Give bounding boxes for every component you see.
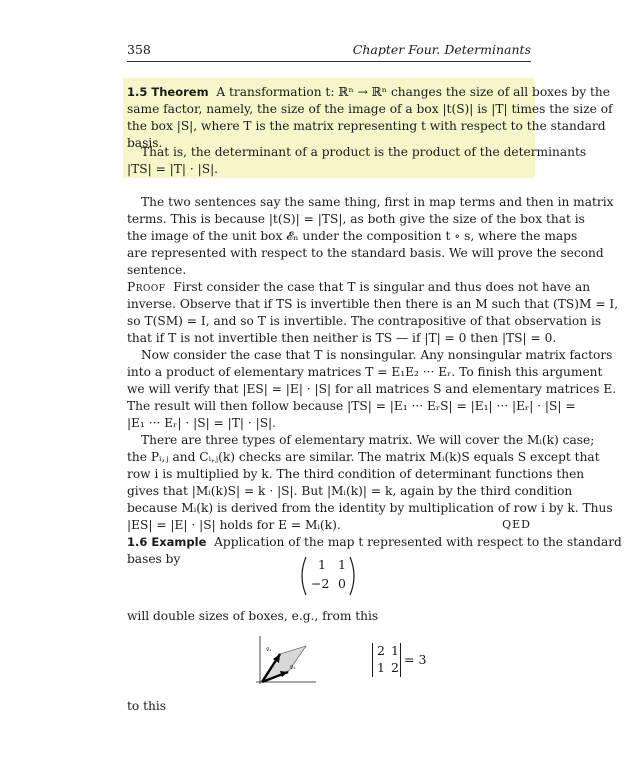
proof-line-1: Proof First consider the case that T is singular and thus does not have an — [127, 280, 591, 294]
para1-line-3: the image of the unit box 𝓔ₙ under the composition t ∘ s, where the maps — [127, 229, 578, 243]
para1-line-1: The two sentences say the same thing, first in map terms and then in matrix — [141, 195, 614, 209]
matrix-cell-11: 1 — [318, 557, 326, 572]
determinant — [372, 643, 432, 677]
theorem-line-3: the box |S|, where T is the matrix representing t with respect to the standard — [127, 119, 606, 133]
proof-line-3: so T(SM) = I, and so T is invertible. The contrapositive of that observation is — [127, 314, 602, 328]
box-figure — [252, 636, 318, 688]
det-cell-11: 2 — [377, 643, 385, 658]
matrix-cell-21: −2 — [311, 576, 330, 591]
proof-line-12: row i is multiplied by k. The third condition of determinant functions then — [127, 467, 585, 481]
det-result: = 3 — [404, 652, 427, 667]
det-cell-21: 1 — [377, 660, 385, 675]
proof-line-14: because Mᵢ(k) is derived from the identity by multiplication of row i by k. Thus — [127, 501, 613, 515]
para1-line-5: sentence. — [127, 263, 187, 277]
proof-line-5: Now consider the case that T is nonsingular. Any nonsingular matrix factors — [141, 348, 613, 362]
example-closing: to this — [127, 699, 167, 713]
qed-mark: QED — [502, 518, 531, 531]
proof-line-6: into a product of elementary matrices T = E₁E₂ ··· Eᵣ. To finish this argument — [127, 365, 603, 379]
example-line-1: 1.6 Example Application of the map t represented with respect to the standard — [127, 535, 622, 549]
example-line-2: bases by — [127, 552, 181, 566]
para1-line-4: are represented with respect to the standard basis. We will prove the second — [127, 246, 604, 260]
det-left-bar — [372, 643, 373, 677]
det-right-bar — [400, 643, 401, 677]
label-v2: v⃗₂ — [290, 665, 296, 671]
theorem-line-2: same factor, namely, the size of the image of a box |t(S)| is |T| times the size of — [127, 102, 613, 116]
det-cell-12: 1 — [391, 643, 399, 658]
chapter-title: Chapter Four. Determinants — [352, 42, 531, 57]
theorem-line-6: |TS| = |T| · |S|. — [127, 162, 219, 176]
theorem-label: 1.5 Theorem — [127, 85, 209, 99]
proof-line-9: |E₁ ··· Eᵣ| · |S| = |T| · |S|. — [127, 416, 277, 430]
header-rule — [127, 61, 531, 62]
transformation-matrix — [298, 555, 358, 597]
proof-line-4: that if T is not invertible then neither is TS — if |T| = 0 then |TS| = 0. — [127, 331, 557, 345]
proof-line-8: The result will then follow because |TS| = |E₁ ··· EᵣS| = |E₁| ··· |Eᵣ| · |S| = — [127, 399, 576, 413]
proof-line-2: inverse. Observe that if TS is invertible then there is an M such that (TS)M = I, — [127, 297, 619, 311]
label-v1: v⃗₁ — [266, 647, 272, 653]
matrix-cell-12: 1 — [338, 557, 346, 572]
proof-line-13: gives that |Mᵢ(k)S| = k · |S|. But |Mᵢ(k)| = k, again by the third condition — [127, 484, 573, 498]
proof-line-10: There are three types of elementary matrix. We will cover the Mᵢ(k) case; — [141, 433, 595, 447]
proof-line-7: we will verify that |ES| = |E| · |S| for all matrices S and elementary matrices E. — [127, 382, 617, 396]
page-number: 358 — [127, 42, 151, 57]
proof-line-11: the Pᵢ,ⱼ and Cᵢ,ⱼ(k) checks are similar. The matrix Mᵢ(k)S equals S except that — [127, 450, 600, 464]
proof-line-15: |ES| = |E| · |S| holds for E = Mᵢ(k). — [127, 518, 341, 532]
example-label: 1.6 Example — [127, 535, 207, 549]
theorem-line-4: basis. — [127, 136, 163, 150]
vector-v2-arrowhead — [280, 671, 288, 677]
proof-label: Proof — [127, 280, 166, 294]
matrix-cell-22: 0 — [338, 576, 346, 591]
det-cell-22: 2 — [391, 660, 399, 675]
example-after-matrix: will double sizes of boxes, e.g., from this — [127, 609, 379, 623]
theorem-line-5: That is, the determinant of a product is the product of the determinants — [141, 145, 587, 159]
theorem-line-1: 1.5 Theorem A transformation t: ℝⁿ → ℝⁿ changes the size of all boxes by the — [127, 85, 610, 99]
para1-line-2: terms. This is because |t(S)| = |TS|, as both give the size of the box that is — [127, 212, 585, 226]
